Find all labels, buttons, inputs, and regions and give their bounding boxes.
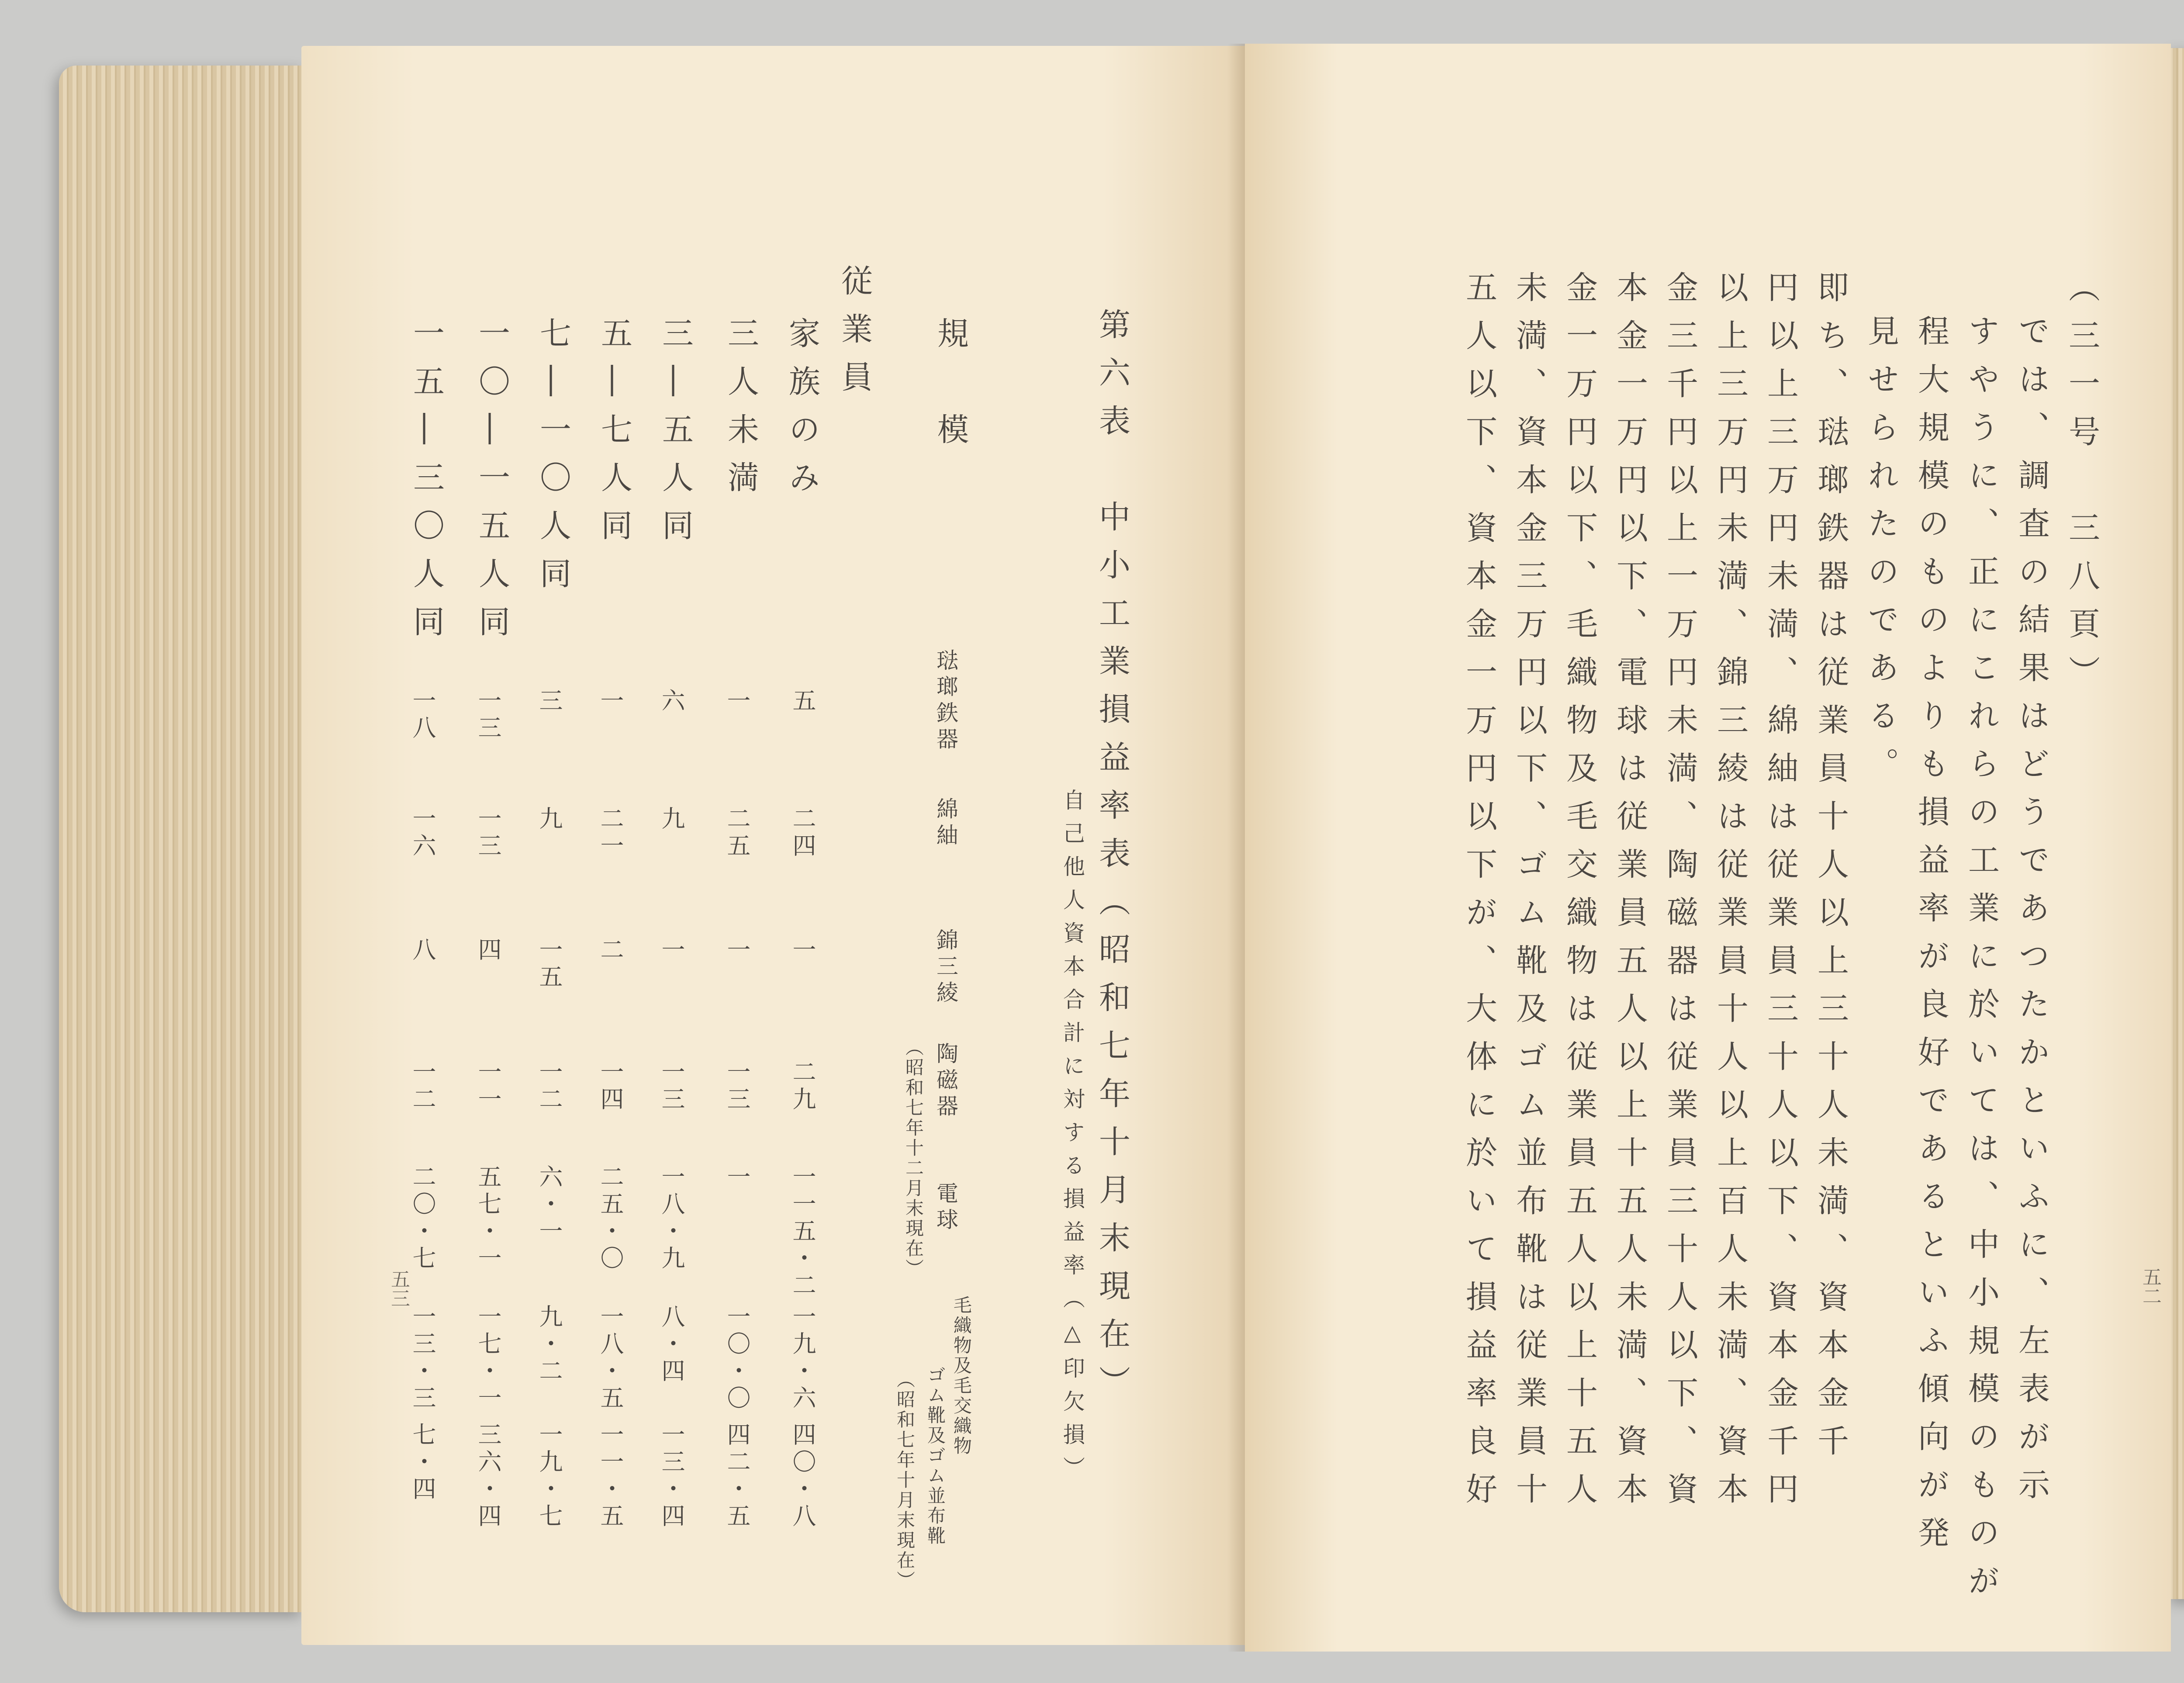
- cell-3-2: 二: [597, 937, 624, 964]
- cell-4-0: 三: [536, 688, 563, 715]
- left-page: [301, 46, 1245, 1645]
- cell-2-6: 一三・四: [658, 1422, 685, 1531]
- cell-3-6: 一一・五: [597, 1422, 624, 1531]
- cell-2-1: 九: [658, 806, 685, 833]
- category-5: 毛織物及毛交織物: [951, 1295, 972, 1456]
- cell-1-3: 一三: [723, 1060, 751, 1114]
- category-6: ゴム靴及ゴム並布靴: [925, 1365, 946, 1546]
- text-line-11: 未満、資本金三万円以下、ゴム靴及ゴム並布靴は従業員十: [1511, 271, 1548, 1520]
- table-subtitle: 自己他人資本合計に対する損益率（△印欠損）: [1060, 789, 1085, 1489]
- row-header: 従業員: [836, 264, 873, 409]
- cell-0-2: 一: [789, 937, 816, 964]
- text-line-2: すやうに、正にこれらの工業に於いては、中小規模のものが: [1963, 315, 2000, 1612]
- row-label-6: 一五―三〇人同: [408, 317, 445, 653]
- row-label-3: 五―七人同: [596, 317, 632, 557]
- cell-6-6: 七・四: [409, 1422, 436, 1503]
- cell-0-3: 二九: [789, 1060, 816, 1114]
- page-number-right: 五二: [2139, 1267, 2161, 1306]
- text-line-3: 程大規模のものよりも損益率が良好であるといふ傾向が発: [1913, 315, 1949, 1564]
- date-note-0: （昭和七年十二月末現在）: [903, 1038, 924, 1279]
- page-block-left: [59, 66, 304, 1612]
- cell-3-0: 一: [597, 688, 624, 715]
- row-label-1: 三人未満: [722, 317, 759, 509]
- cell-4-5: 九・二: [536, 1304, 563, 1385]
- cell-5-5: 一七・一: [474, 1304, 502, 1413]
- text-line-7: 以上三万円未満、錦三綾は従業員十人以上百人未満、資本: [1712, 271, 1749, 1520]
- cell-2-4: 一八・九: [658, 1164, 685, 1273]
- cell-5-4: 五七・一: [474, 1164, 502, 1273]
- cell-6-2: 八: [409, 937, 436, 964]
- cell-5-3: 一一: [474, 1060, 502, 1114]
- cell-1-0: 一: [723, 688, 751, 715]
- cell-0-0: 五: [789, 688, 816, 715]
- cell-0-5: 一九・六: [789, 1304, 816, 1413]
- cell-4-6: 一九・七: [536, 1422, 563, 1531]
- category-0: 琺瑯鉄器: [933, 649, 958, 754]
- cell-0-4: 一一五・二: [789, 1164, 816, 1300]
- cell-0-6: 四〇・八: [789, 1422, 816, 1531]
- cell-2-0: 六: [658, 688, 685, 715]
- cell-2-5: 八・四: [658, 1304, 685, 1385]
- cell-1-2: 一: [723, 937, 751, 964]
- cell-5-0: 一三: [474, 688, 502, 742]
- cell-6-0: 一八: [409, 688, 436, 742]
- text-line-4: 見せられたのである。: [1863, 315, 1899, 795]
- row-label-2: 三―五人同: [657, 317, 694, 557]
- row-label-4: 七―一〇人同: [535, 317, 571, 605]
- cell-1-5: 一〇・〇: [723, 1304, 751, 1413]
- cell-1-1: 二五: [723, 806, 751, 860]
- cell-5-1: 一三: [474, 806, 502, 860]
- cell-4-4: 六・一: [536, 1164, 563, 1246]
- category-4: 電球: [933, 1182, 958, 1234]
- cell-1-4: 一: [723, 1164, 751, 1191]
- cell-4-1: 九: [536, 806, 563, 833]
- cell-2-3: 一三: [658, 1060, 685, 1114]
- cell-5-2: 四: [474, 937, 502, 964]
- cell-6-4: 二〇・七: [409, 1164, 436, 1273]
- cell-1-6: 四二・五: [723, 1422, 751, 1531]
- text-line-8: 金三千円以上一万円未満、陶磁器は従業員三十人以下、資: [1662, 271, 1698, 1520]
- category-2: 錦三綾: [933, 928, 958, 1007]
- cell-2-2: 一: [658, 937, 685, 964]
- table-title: 第六表 中小工業損益率表（昭和七年十月末現在）: [1094, 308, 1130, 1413]
- category-1: 綿紬: [933, 797, 958, 850]
- cell-4-2: 一五: [536, 937, 563, 991]
- cell-3-5: 一八・五: [597, 1304, 624, 1413]
- text-line-0: （三一号 三八頁）: [2063, 271, 2100, 703]
- cell-3-1: 二一: [597, 806, 624, 860]
- cell-4-3: 一二: [536, 1060, 563, 1114]
- text-line-5: 即ち、琺瑯鉄器は従業員十人以上三十人未満、資本金千: [1812, 271, 1849, 1472]
- row-label-5: 一〇―一五人同: [473, 317, 510, 653]
- text-line-6: 円以上三万円未満、綿紬は従業員三十人以下、資本金千円: [1762, 271, 1799, 1520]
- text-line-1: では、調査の結果はどうであつたかといふに、左表が示: [2013, 315, 2050, 1516]
- cell-3-4: 二五・〇: [597, 1164, 624, 1273]
- text-line-10: 金一万円以下、毛織物及毛交織物は従業員五人以上十五人: [1561, 271, 1598, 1520]
- right-page: [1245, 44, 2171, 1652]
- page-number-left: 五三: [387, 1269, 410, 1308]
- cell-0-1: 二四: [789, 806, 816, 860]
- cell-6-5: 一三・三: [409, 1304, 436, 1413]
- text-line-12: 五人以下、資本金一万円以下が、大体に於いて損益率良好: [1461, 271, 1497, 1520]
- row-label-0: 家族のみ: [784, 317, 820, 509]
- cell-6-3: 一二: [409, 1060, 436, 1114]
- date-note-1: （昭和七年十月末現在）: [894, 1370, 916, 1591]
- cell-3-3: 一四: [597, 1060, 624, 1114]
- cell-5-6: 三六・四: [474, 1422, 502, 1531]
- cell-6-1: 一六: [409, 806, 436, 860]
- scale-header: 規 模: [932, 317, 969, 461]
- text-line-9: 本金一万円以下、電球は従業員五人以上十五人未満、資本: [1611, 271, 1648, 1520]
- category-3: 陶磁器: [933, 1042, 958, 1121]
